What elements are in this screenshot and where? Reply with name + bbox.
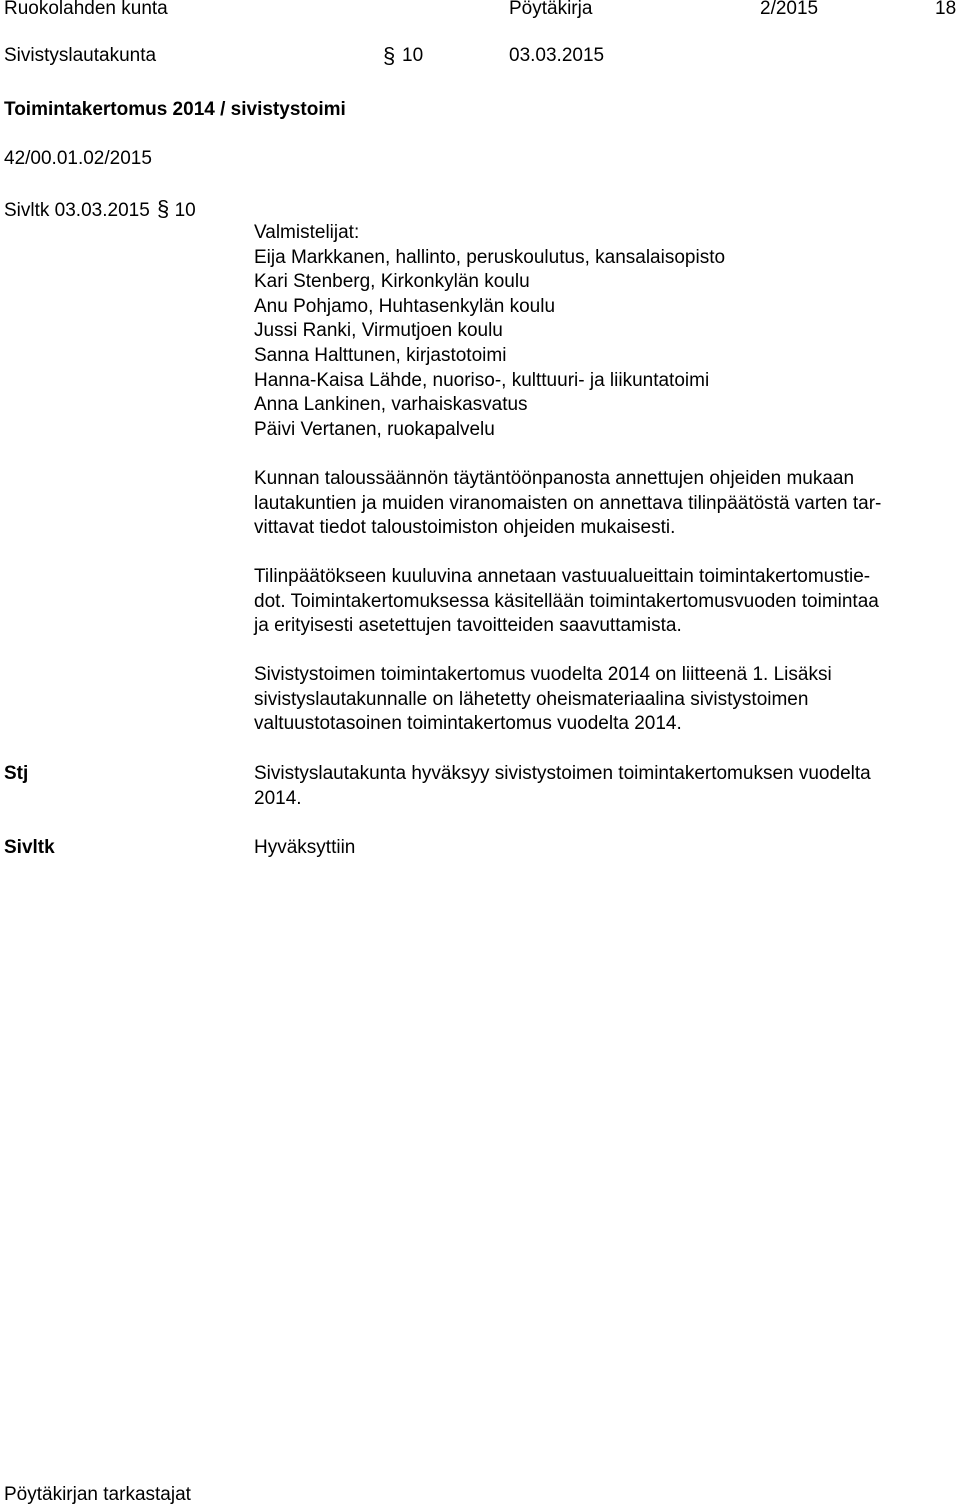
preparer-1: Eija Markkanen, hallinto, peruskoulutus, kansalaisopisto [254,246,726,268]
paragraph-line: Sivistystoimen toimintakertomus vuodelta 2014 on liitteenä 1. Lisäksi [254,664,832,685]
paragraph-line: 2014. [254,787,302,809]
preparer-7: Anna Lankinen, varhaiskasvatus [254,394,528,416]
paragraph-line: Kunnan taloussäännön täytäntöönpanosta annettujen ohjeiden mukaan [254,468,855,489]
body-paragraph-3 [254,663,958,737]
preparer-2: Kari Stenberg, Kirkonkylän koulu [254,271,530,293]
paragraph-line: sivistyslautakunnalle on lähetetty oheismateriaalina sivistystoimen [254,688,809,710]
case-reference [4,197,196,224]
page-number: 18 [935,0,957,19]
case-section-number: 10 [174,200,196,221]
decision-text: Hyväksyttiin [254,837,356,858]
paragraph-line: vittavat tiedot taloustoimiston ohjeiden mukaisesti. [254,517,676,539]
paragraph-line: valtuustotasoinen toimintakertomus vuodelta 2014. [254,713,682,735]
document-number: 2/2015 [760,0,819,19]
body-paragraph-2 [254,565,958,639]
meeting-date: 03.03.2015 [509,45,605,66]
paragraph-line: dot. Toimintakertomuksessa käsitellään toimintakertomusvuoden toimintaa [254,590,879,612]
paragraph-line: ja erityisesti asetettujen tavoitteiden saavuttamista. [254,615,682,637]
case-ref-text: Sivltk 03.03.2015 [4,200,150,221]
record-number: 42/00.01.02/2015 [4,148,152,169]
committee-name: Sivistyslautakunta [4,45,157,66]
body-paragraph-1 [254,467,958,541]
proposal-text [254,762,958,811]
footer-label: Pöytäkirjan tarkastajat [4,1484,191,1505]
paragraph-line: lautakuntien ja muiden viranomaisten on annettava tilinpäätöstä varten tar- [254,492,882,514]
case-section-symbol: § [157,196,170,221]
preparer-8: Päivi Vertanen, ruokapalvelu [254,418,495,440]
section-symbol: § [383,43,396,68]
preparer-6: Hanna-Kaisa Lähde, nuoriso-, kulttuuri- ja liikuntatoimi [254,369,710,391]
decision-label: Sivltk [4,837,55,858]
preparer-4: Jussi Ranki, Virmutjoen koulu [254,320,503,342]
item-title: Toimintakertomus 2014 / sivistystoimi [4,99,346,120]
proposal-label: Stj [4,763,29,784]
paragraph-line: Sivistyslautakunta hyväksyy sivistystoimen toimintakertomuksen vuodelta [254,763,871,784]
preparer-5: Sanna Halttunen, kirjastotoimi [254,344,507,366]
preparers-heading: Valmistelijat: [254,222,360,243]
preparers-block [254,221,725,442]
document-type: Pöytäkirja [509,0,593,19]
preparer-3: Anu Pohjamo, Huhtasenkylän koulu [254,295,556,317]
paragraph-line: Tilinpäätökseen kuuluvina annetaan vastuualueittain toimintakertomustie- [254,566,871,587]
section-number: 10 [402,45,424,66]
municipality-name: Ruokolahden kunta [4,0,168,19]
